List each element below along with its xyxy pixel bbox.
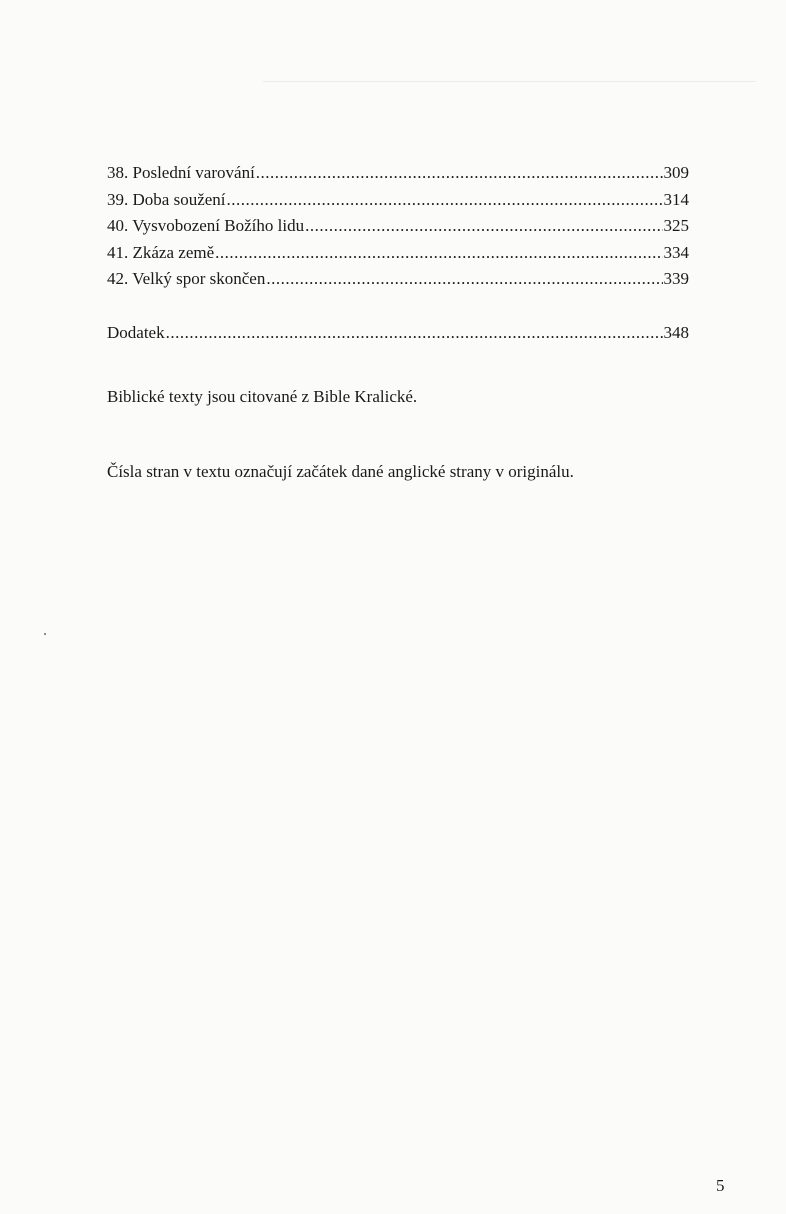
- paper-speck: [44, 633, 46, 635]
- toc-entry-page: 334: [663, 242, 689, 262]
- bible-source-note: Biblické texty jsou citované z Bible Kralické.: [107, 387, 418, 406]
- toc-appendix-entry: [107, 320, 689, 347]
- toc-entry-title: 40. Vysvobození Božího lidu: [107, 216, 305, 235]
- toc-leader-dots: [305, 213, 662, 240]
- toc-entry-page: 325: [663, 216, 689, 235]
- page-number: 5: [716, 1176, 725, 1195]
- toc-leader-dots: [215, 240, 662, 267]
- toc-leader-dots: [266, 266, 662, 293]
- toc-appendix-title: Dodatek: [107, 322, 165, 342]
- toc-entry-page: 339: [663, 269, 689, 288]
- toc-entry: [107, 187, 689, 214]
- toc-entry-page: 314: [663, 189, 689, 209]
- toc-leader-dots: [166, 320, 663, 347]
- toc-entry: [107, 240, 689, 267]
- toc-entry-title: 41. Zkáza země: [107, 242, 215, 262]
- toc-entry-title: 39. Doba soužení: [107, 189, 226, 209]
- show-through-background: __________________________________________________________: [263, 65, 756, 84]
- toc-entry-title: 38. Poslední varování: [107, 163, 255, 182]
- toc-entry: [107, 213, 689, 240]
- toc-entry: [107, 160, 689, 187]
- table-of-contents: [107, 160, 689, 346]
- toc-entry: [107, 266, 689, 293]
- toc-appendix-page: 348: [663, 322, 689, 342]
- toc-entry-title: 42. Velký spor skončen: [107, 269, 266, 288]
- toc-leader-dots: [227, 187, 663, 214]
- toc-leader-dots: [256, 160, 663, 187]
- toc-entry-page: 309: [663, 163, 689, 182]
- page-numbers-note: Čísla stran v textu označují začátek dané anglické strany v originálu.: [107, 462, 574, 481]
